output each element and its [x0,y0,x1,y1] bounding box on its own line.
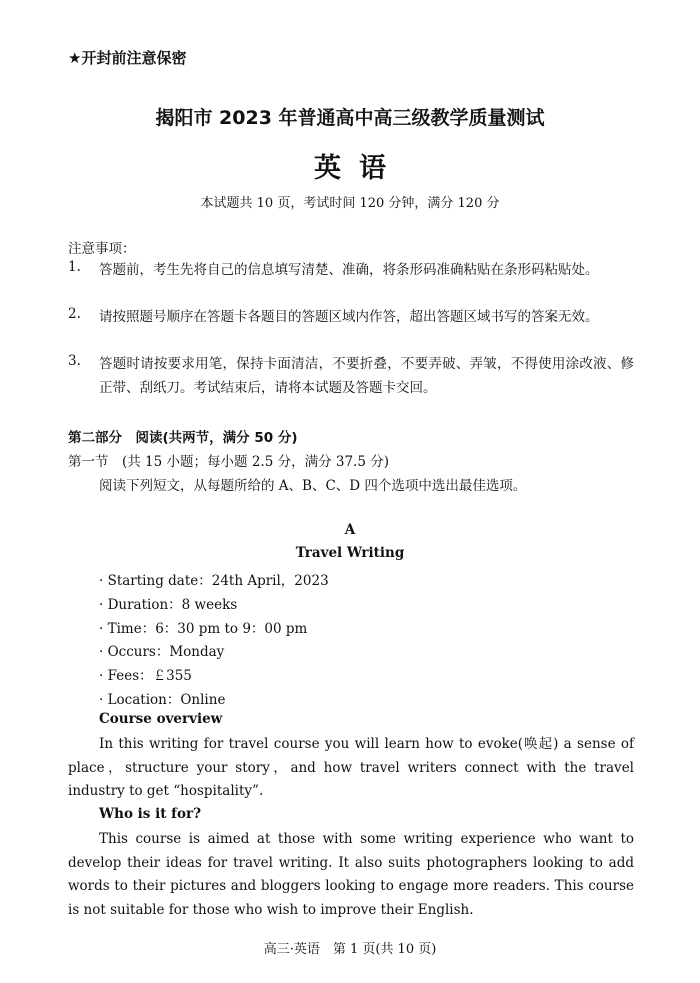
notice-text: 答题时请按要求用笔，保持卡面清洁，不要折叠，不要弄破、弄皱，不得使用涂改液、修正带、刮纸刀。考试结束后，请将本试题及答题卡交回。 [99,356,634,396]
course-info-item: · Location：Online [99,692,226,708]
notice-number: 2. [68,306,81,322]
notice-heading: 注意事项： [68,241,136,257]
notice-number: 3. [68,353,81,369]
confidential-notice: ★开封前注意保密 [68,49,187,67]
passage-title: Travel Writing [295,545,405,561]
exam-info: 本试题共 10 页，考试时间 120 分钟，满分 120 分 [200,196,500,211]
passage-letter: A [344,522,356,538]
section-instruction: 阅读下列短文，从每题所给的 A、B、C、D 四个选项中选出最佳选项。 [99,478,527,494]
section-heading: 第一节 (共 15 小题；每小题 2.5 分，满分 37.5 分) [68,454,389,470]
page-footer: 高三·英语 第 1 页(共 10 页) [263,942,437,957]
overview-heading: Course overview [99,711,223,727]
exam-title: 揭阳市 2023 年普通高中高三级教学质量测试 [155,107,545,129]
course-info-item: · Time：6：30 pm to 9：00 pm [99,621,308,637]
course-info-item: · Occurs：Monday [99,644,225,660]
notice-number: 1. [68,259,81,275]
notice-text: 答题前，考生先将自己的信息填写清楚、准确，将条形码准确粘贴在条形码粘贴处。 [99,262,599,278]
course-info-item: · Fees：￡355 [99,668,192,684]
overview-paragraph: In this writing for travel course you will learn how to evoke(唤起) a sense of place，structure your story，and how travel writers connect with the travel industry to get “hospitality”. [68,736,634,800]
audience-heading: Who is it for? [99,806,202,822]
audience-paragraph: This course is aimed at those with some writing experience who want to develop their ideas for travel writing. It also suits photographers looking to add words to their pictures and bloggers looking to engage more readers. This course is not suitable for those who wish to improve their English. [68,831,634,918]
part-heading: 第二部分 阅读(共两节，满分 50 分) [68,430,298,446]
subject-title: 英语 [314,153,404,184]
course-info-item: · Duration：8 weeks [99,597,238,613]
notice-text: 请按照题号顺序在答题卡各题目的答题区域内作答，超出答题区域书写的答案无效。 [99,309,599,325]
course-info-item: · Starting date：24th April，2023 [99,573,329,589]
